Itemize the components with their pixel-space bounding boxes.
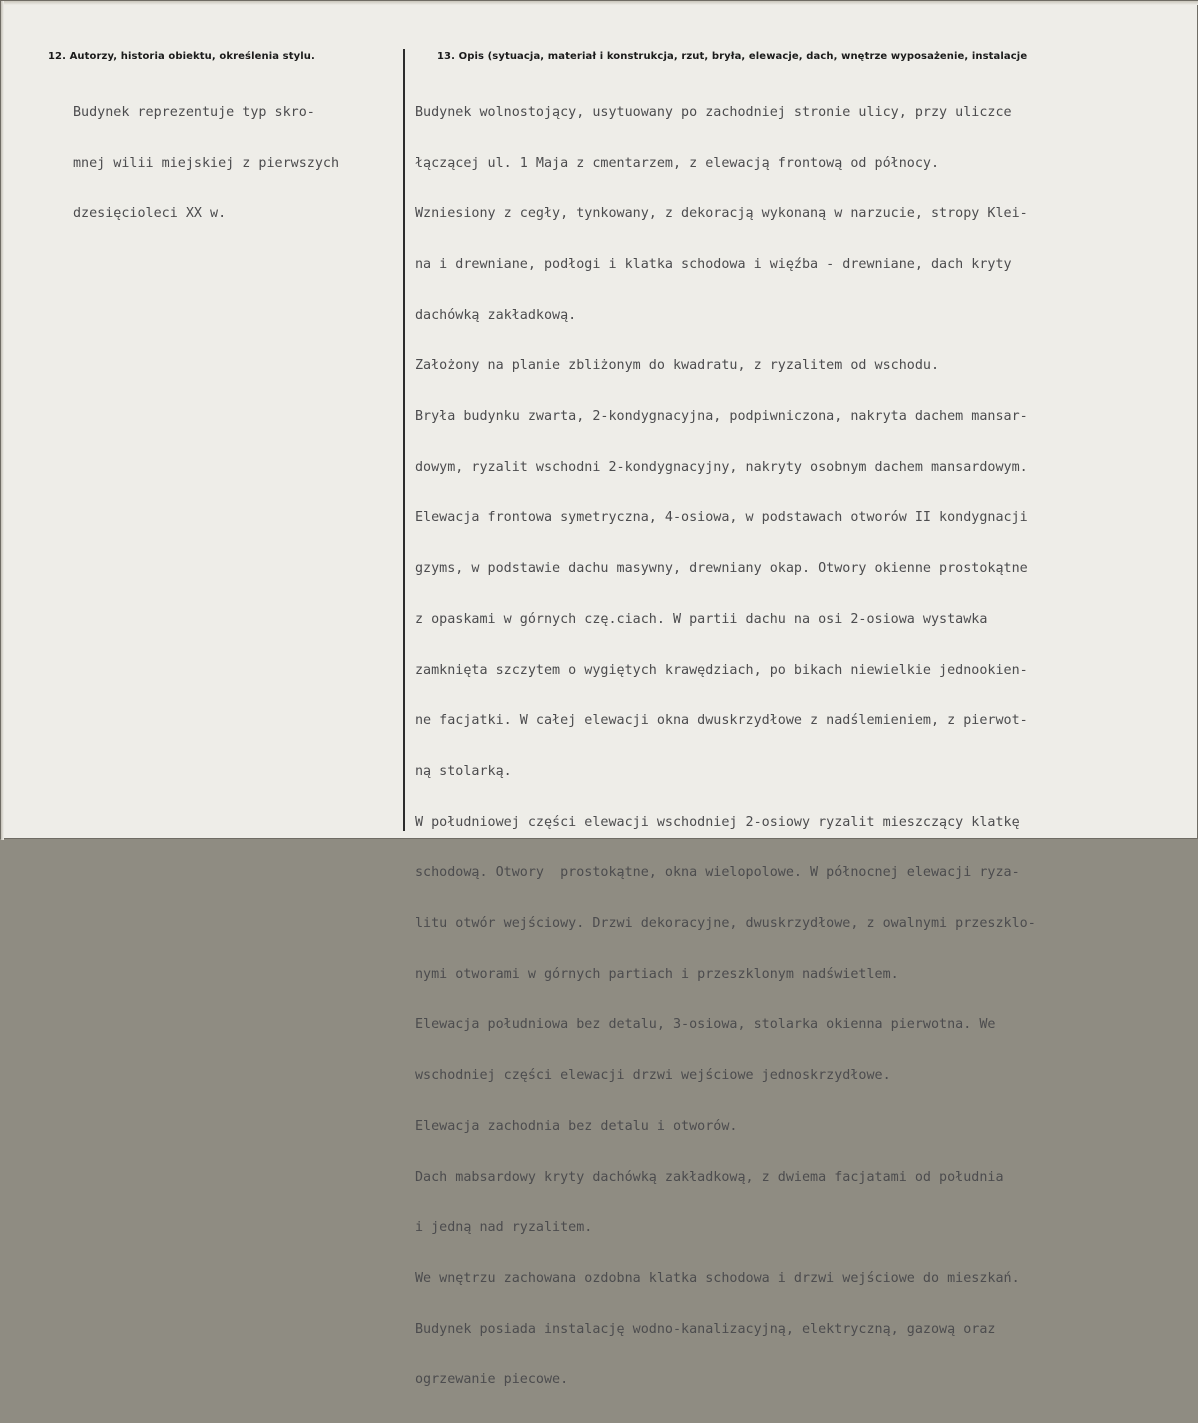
text-line: dzesięcioleci XX w. xyxy=(73,206,227,222)
card-top-edge xyxy=(1,1,1198,5)
text-line: ne facjatki. W całej elewacji okna dwuskrzydłowe z nadślemieniem, z pierwot- xyxy=(415,713,1028,729)
text-line: Założony na planie zbliżonym do kwadratu, z ryzalitem od wschodu. xyxy=(415,358,940,374)
text-line: i jedną nad ryzalitem. xyxy=(415,1220,593,1236)
text-line: Dach mabsardowy kryty dachówką zakładkową, z dwiema facjatami od południa xyxy=(415,1169,1004,1185)
text-line: Elewacja zachodnia bez detalu i otworów. xyxy=(415,1118,738,1134)
text-line: mnej wilii miejskiej z pierwszych xyxy=(73,155,340,171)
column-divider xyxy=(403,49,405,831)
text-line: gzyms, w podstawie dachu masywny, drewniany okap. Otwory okienne prostokątne xyxy=(415,561,1028,577)
text-line: Budynek reprezentuje typ skro- xyxy=(73,104,315,120)
text-line: ogrzewanie piecowe. xyxy=(415,1372,569,1388)
section-13-text xyxy=(415,71,1036,1423)
text-line: z opaskami w górnych czę.ciach. W partii dachu na osi 2-osiowa wystawka xyxy=(415,611,988,627)
text-line: łączącej ul. 1 Maja z cmentarzem, z elewacją frontową od północy. xyxy=(415,155,940,171)
text-line: ną stolarką. xyxy=(415,763,512,779)
text-line: wschodniej części elewacji drzwi wejściowe jednoskrzydłowe. xyxy=(415,1068,891,1084)
text-line: Budynek posiada instalację wodno-kanalizacyjną, elektryczną, gazową oraz xyxy=(415,1321,996,1337)
card-left-edge xyxy=(1,1,4,840)
text-line: dachówką zakładkową. xyxy=(415,307,577,323)
text-line: Wzniesiony z cegły, tynkowany, z dekoracją wykonaną w narzucie, stropy Klei- xyxy=(415,206,1028,222)
section-13-label: 13. Opis (sytuacja, materiał i konstrukcja, rzut, bryła, elewacje, dach, wnętrze wyposażenie, instalacje xyxy=(437,51,1028,62)
section-12-label: 12. Autorzy, historia obiektu, określenia stylu. xyxy=(48,51,315,62)
text-line: We wnętrzu zachowana ozdobna klatka schodowa i drzwi wejściowe do mieszkań. xyxy=(415,1270,1020,1286)
text-line: zamknięta szczytem o wygiętych krawędziach, po bikach niewielkie jednookien- xyxy=(415,662,1028,678)
text-line: Budynek wolnostojący, usytuowany po zachodniej stronie ulicy, przy uliczce xyxy=(415,104,1012,120)
text-line: Elewacja południowa bez detalu, 3-osiowa, stolarka okienna pierwotna. We xyxy=(415,1017,996,1033)
text-line: nymi otworami w górnych partiach i przeszklonym nadświetlem. xyxy=(415,966,899,982)
text-line: schodową. Otwory prostokątne, okna wielopolowe. W północnej elewacji ryza- xyxy=(415,865,1020,881)
text-line: na i drewniane, podłogi i klatka schodowa i więźba - drewniane, dach kryty xyxy=(415,256,1012,272)
text-line: Bryła budynku zwarta, 2-kondygnacyjna, podpiwniczona, nakryta dachem mansar- xyxy=(415,409,1028,425)
text-line: dowym, ryzalit wschodni 2-kondygnacyjny, nakryty osobnym dachem mansardowym. xyxy=(415,459,1028,475)
text-line: W południowej części elewacji wschodniej 2-osiowy ryzalit mieszczący klatkę xyxy=(415,814,1020,830)
text-line: litu otwór wejściowy. Drzwi dekoracyjne, dwuskrzydłowe, z owalnymi przeszklo- xyxy=(415,916,1036,932)
text-line: Elewacja frontowa symetryczna, 4-osiowa, w podstawach otworów II kondygnacji xyxy=(415,510,1028,526)
section-12-text xyxy=(73,71,339,257)
